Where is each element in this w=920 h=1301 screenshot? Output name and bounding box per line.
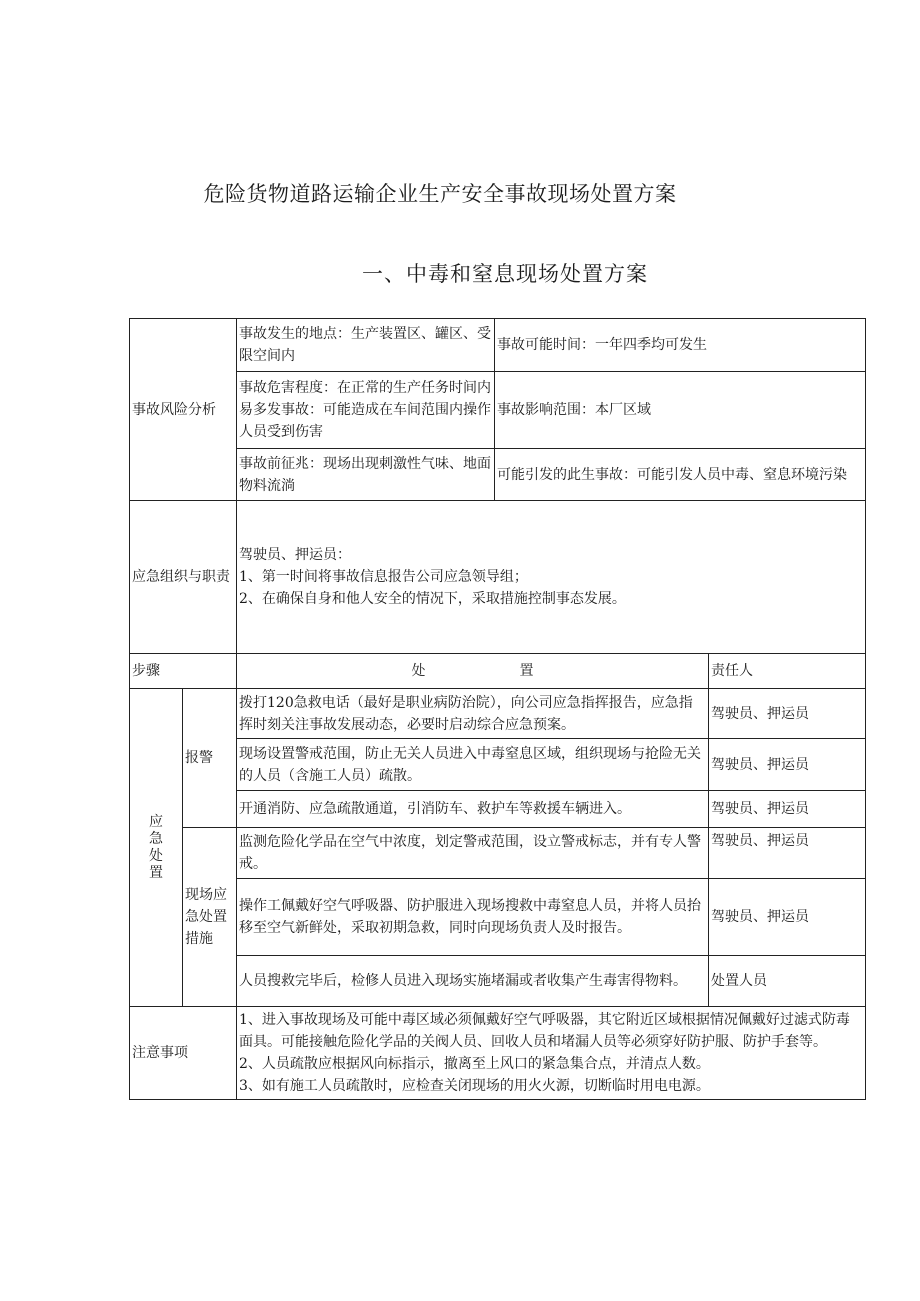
risk-secondary-cell: 可能引发的此生事故：可能引发人员中毒、窒息环境污染 [495,449,866,501]
action-cell: 人员搜救完毕后，检修人员进入现场实施堵漏或者收集产生毒害得物料。 [237,956,709,1007]
notes-label: 注意事项 [130,1007,237,1100]
responsible-header: 责任人 [709,654,866,689]
note-line: 1、进入事故现场及可能中毒区域必须佩戴好空气呼吸器，其它附近区域根据情况佩戴好过滤式防毒面具。可能接触危险化学品的关阀人员、回收人员和堵漏人员等必须穿好防护服、防护手套等。 [239,1012,850,1050]
action-header [237,654,709,689]
duty-line: 1、第一时间将事故信息报告公司应急领导组； [239,569,528,585]
note-line: 2、人员疏散应根据风向标指示，撤离至上风口的紧急集合点，并清点人数。 [239,1056,710,1072]
response-plan-table [129,318,866,1100]
risk-location-cell: 事故发生的地点：生产装置区、罐区、受限空间内 [237,319,495,372]
measures-row [130,956,866,1007]
responsible-cell: 处置人员 [709,956,866,1007]
measures-row [130,828,866,879]
alarm-row [130,739,866,791]
note-line: 3、如有施工人员疏散时，应检查关闭现场的用火火源，切断临时用电电源。 [239,1078,710,1094]
document-title: 危险货物道路运输企业生产安全事故现场处置方案 [203,182,677,206]
risk-row [130,319,866,372]
notes-content [237,1007,866,1100]
risk-analysis-label: 事故风险分析 [130,319,237,501]
emergency-label-char: 应 [149,813,163,830]
risk-scope-cell: 事故影响范围：本厂区域 [495,372,866,449]
action-cell: 现场设置警戒范围，防止无关人员进入中毒窒息区域，组织现场与抢险无关的人员（含施工人员）疏散。 [237,739,709,791]
duty-line: 2、在确保自身和他人安全的情况下，采取措施控制事态发展。 [239,591,626,607]
organization-label: 应急组织与职责 [130,501,237,654]
emergency-label [130,689,183,1007]
organization-row [130,501,866,654]
action-cell: 操作工佩戴好空气呼吸器、防护服进入现场搜救中毒窒息人员，并将人员抬移至空气新鲜处，采取初期急救，同时向现场负责人及时报告。 [237,879,709,956]
action-cell: 监测危险化学品在空气中浓度，划定警戒范围，设立警戒标志，并有专人警戒。 [237,828,709,879]
responsible-cell: 驾驶员、押运员 [709,739,866,791]
action-header-char: 置 [519,663,534,679]
alarm-row [130,791,866,828]
notes-row [130,1007,866,1100]
step-header: 步骤 [130,654,237,689]
action-cell: 开通消防、应急疏散通道，引消防车、救护车等救援车辆进入。 [237,791,709,828]
alarm-label: 报警 [183,689,237,828]
responsible-cell: 驾驶员、押运员 [709,791,866,828]
risk-time-cell: 事故可能时间：一年四季均可发生 [495,319,866,372]
responsible-cell: 驾驶员、押运员 [709,828,866,879]
risk-precursor-cell: 事故前征兆：现场出现刺激性气味、地面物料流淌 [237,449,495,501]
responsible-cell: 驾驶员、押运员 [709,879,866,956]
action-cell: 拨打120急救电话（最好是职业病防治院），向公司应急指挥报告，应急指挥时刻关注事故发展动态，必要时启动综合应急预案。 [237,689,709,739]
emergency-label-char: 置 [149,864,163,881]
section-title: 一、中毒和窒息现场处置方案 [362,262,648,286]
alarm-row [130,689,866,739]
steps-header-row [130,654,866,689]
risk-severity-cell: 事故危害程度：在正常的生产任务时间内易多发事故：可能造成在车间范围内操作人员受到伤害 [237,372,495,449]
action-header-char: 处 [411,663,426,679]
measures-row [130,879,866,956]
duty-line: 驾驶员、押运员： [239,547,351,563]
emergency-label-char: 急 [149,830,163,847]
risk-row [130,449,866,501]
responsible-cell: 驾驶员、押运员 [709,689,866,739]
risk-row [130,372,866,449]
organization-duties [237,501,866,654]
emergency-label-char: 处 [149,847,163,864]
measures-label: 现场应急处置措施 [183,828,237,1007]
